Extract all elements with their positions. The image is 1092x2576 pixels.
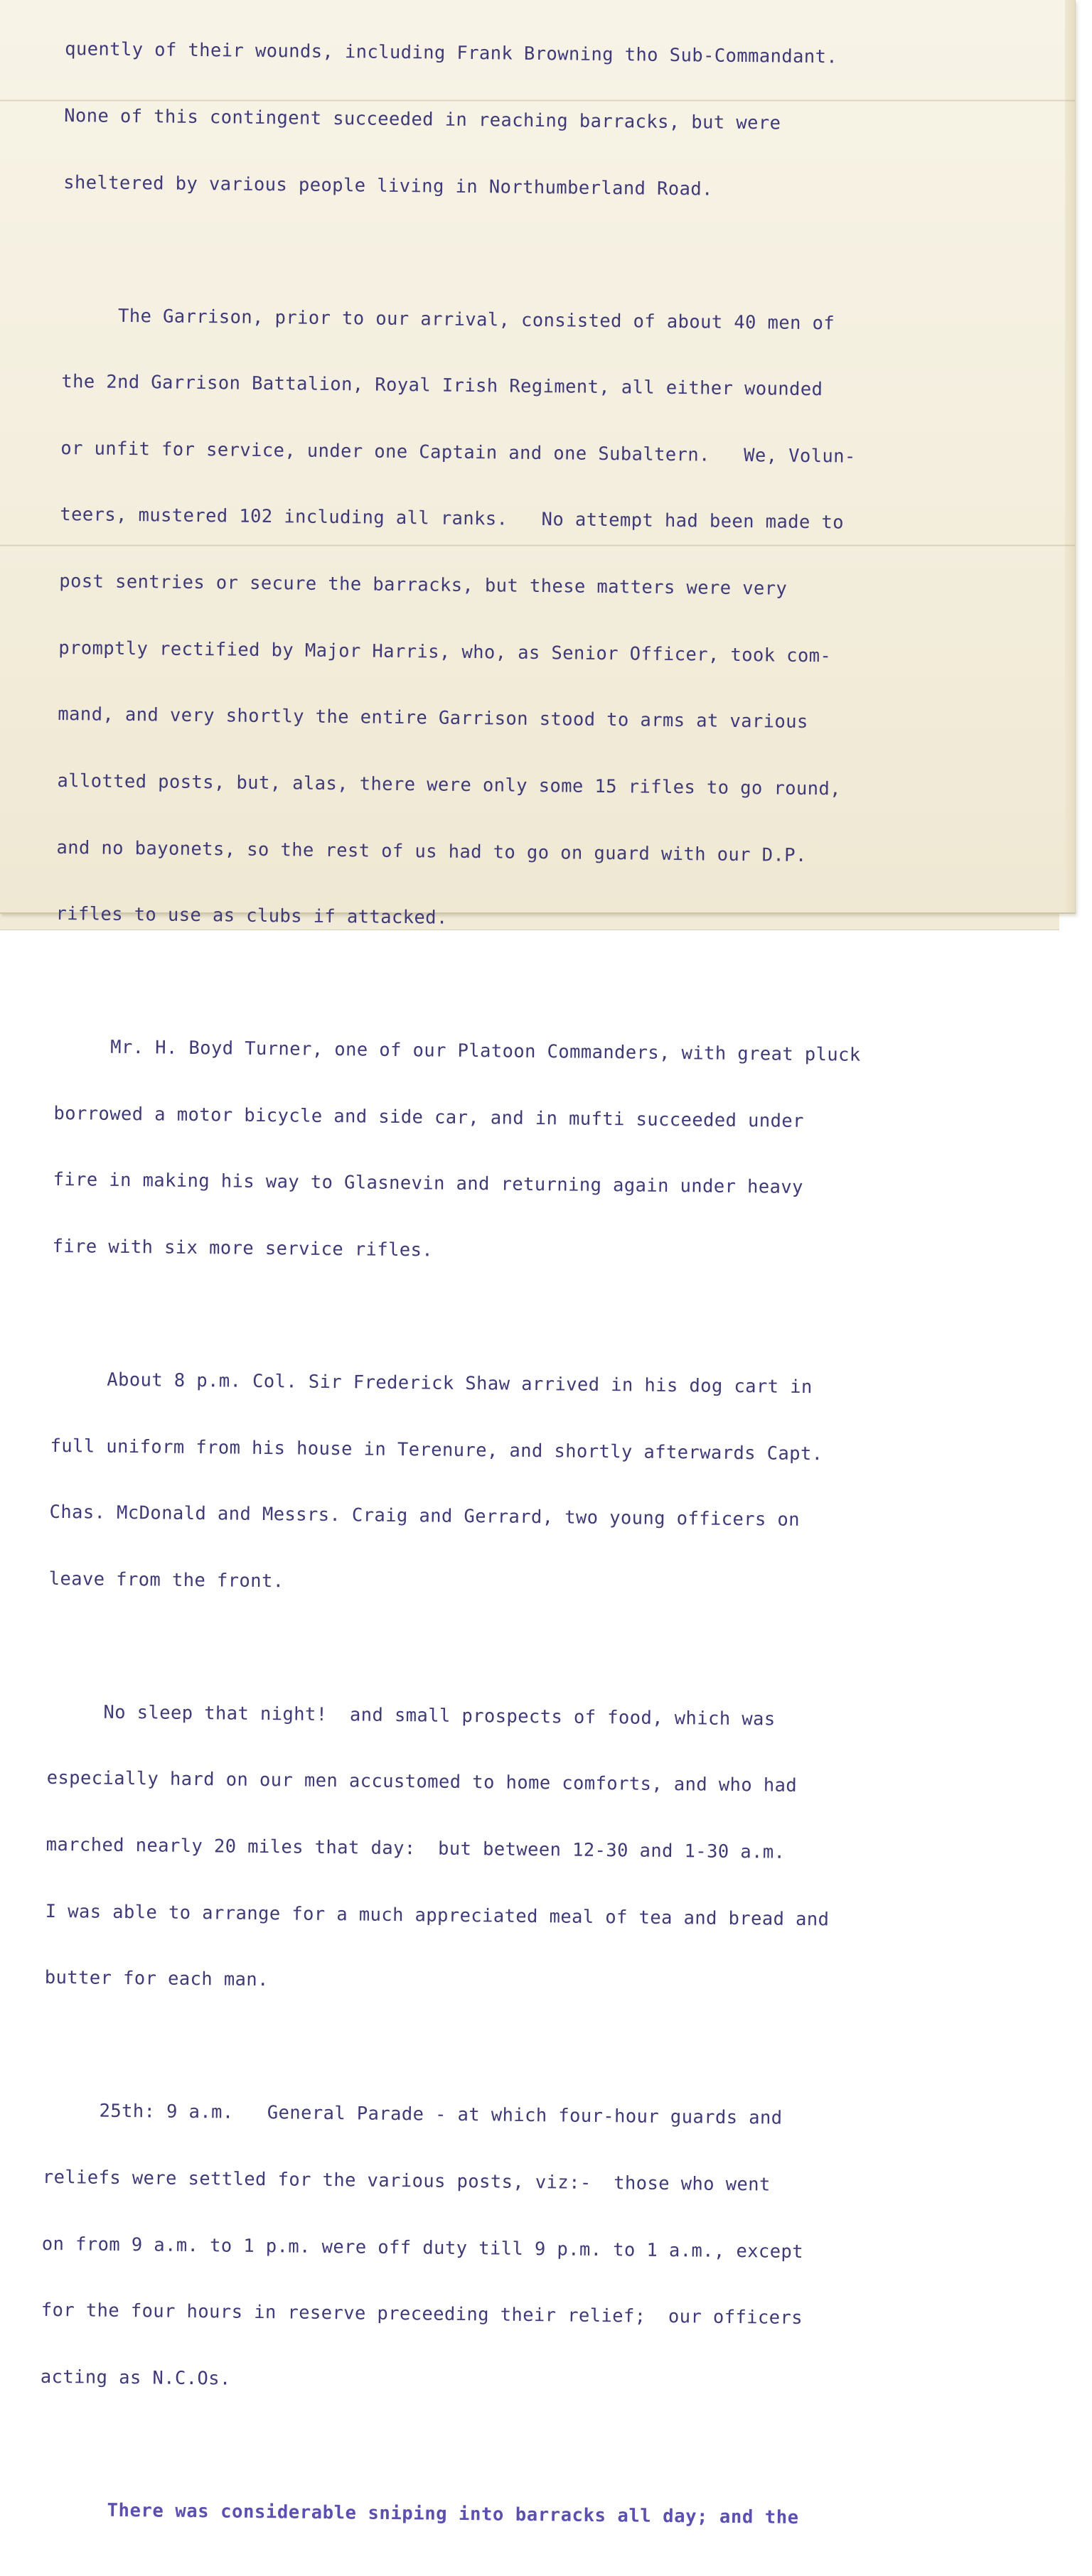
text-line: promptly rectified by Major Harris, who, as Senior Officer, took com- [58,637,832,667]
text-line: or unfit for service, under one Captain and one Subaltern. We, Volun- [60,437,856,468]
text-line: the 2nd Garrison Battalion, Royal Irish Regiment, all either wounded [61,371,823,401]
text-line: There was considerable sniping into barracks all day; and the [38,2499,799,2528]
text-line: borrowed a motor bicycle and side car, and in mufti succeeded under [53,1102,805,1132]
text-line: I was able to arrange for a much appreciated meal of tea and bread and [45,1900,830,1931]
sheet-edge [1065,0,1075,912]
paragraph-4 [48,1324,1046,1644]
text-line: reliefs were settled for the various posts, viz:- those who went [42,2166,771,2196]
text-line: especially hard on our men accustomed to home comforts, and who had [46,1767,798,1797]
paragraph-1 [63,0,1061,249]
text-line: Chas. McDonald and Messrs. Craig and Gerrard, two young officers on [49,1502,801,1531]
text-line: fire with six more service rifles. [52,1235,434,1261]
text-line: allotted posts, but, alas, there were only some 15 rifles to go round, [57,770,842,800]
text-line: quently of their wounds, including Frank Browning tho Sub-Commandant. [65,38,838,68]
text-line: Mr. H. Boyd Turner, one of our Platoon Commanders, with great pluck [54,1036,861,1066]
typed-text-body [38,0,1061,2576]
text-line: full uniform from his house in Terenure, and shortly afterwards Capt. [50,1435,823,1465]
paragraph-2 [55,260,1058,980]
text-line: mand, and very shortly the entire Garrison stood to arms at various [58,704,808,733]
text-line: None of this contingent succeeded in reaching barracks, but were [64,105,781,134]
paragraph-6 [40,2056,1039,2443]
text-line: on from 9 a.m. to 1 p.m. were off duty till 9 p.m. to 1 a.m., except [41,2233,804,2263]
text-line: teers, mustered 102 including all ranks. No attempt had been made to [60,504,845,534]
text-line: for the four hours in reserve preceeding their relief; our officers [41,2299,803,2329]
text-line: butter for each man. [44,1967,269,1991]
text-line: No sleep that night! and small prospects of food, which was [47,1701,776,1730]
text-line: leave from the front. [48,1568,284,1593]
text-line: 25th: 9 a.m. General Parade - at which four-hour guards and [43,2100,783,2130]
text-line: The Garrison, prior to our arrival, consisted of about 40 men of [62,304,835,334]
text-line: marched nearly 20 miles that day: but between 12-30 and 1-30 a.m. [46,1833,786,1863]
text-line: rifles to use as clubs if attacked. [55,903,448,929]
paragraph-3 [52,992,1050,1313]
text-line: About 8 p.m. Col. Sir Frederick Shaw arrived in his dog cart in [50,1368,813,1399]
text-line: post sentries or secure the barracks, but these matters were very [59,571,788,600]
final-line-paragraph [38,2454,1035,2576]
text-line: acting as N.C.Os. [40,2366,231,2390]
text-line: sheltered by various people living in Northumberland Road. [63,171,713,200]
paragraph-5 [44,1656,1043,2044]
text-line: and no bayonets, so the rest of us had to go on guard with our D.P. [56,836,807,866]
text-line: fire in making his way to Glasnevin and returning again under heavy [53,1169,804,1199]
